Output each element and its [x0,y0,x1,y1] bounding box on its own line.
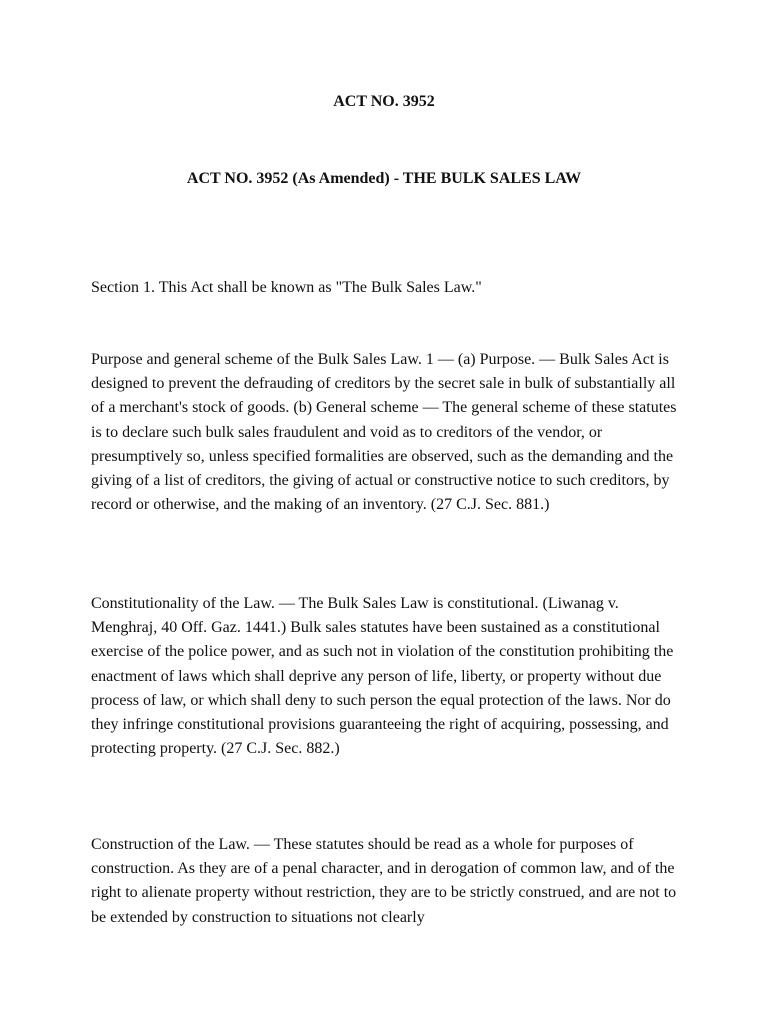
document-subtitle: ACT NO. 3952 (As Amended) - THE BULK SALES LAW [186,170,582,187]
paragraph-purpose: Purpose and general scheme of the Bulk Sales Law. 1 — (a) Purpose. — Bulk Sales Act is designed to prevent the defrauding of creditors by the secret sale in bulk of substantially all of a merchant's stock of goods. (b) General scheme — The general scheme of these statutes is to declare such bulk sales fraudulent and void as to creditors of the vendor, or presumptively so, unless specified formalities are observed, such as the demanding and the giving of a list of creditors, the giving of actual or constructive notice to such creditors, by record or otherwise, and the making of an inventory. (27 C.J. Sec. 881.) [91,351,677,514]
paragraph-construction: Construction of the Law. — These statutes should be read as a whole for purposes of construction. As they are of a penal character, and in derogation of common law, and of the right to alienate property without restriction, they are to be strictly construed, and are not to be extended by construction to situations not clearly [91,836,677,926]
paragraph-section-1: Section 1. This Act shall be known as "The Bulk Sales Law." [91,279,482,296]
paragraph-constitutionality: Constitutionality of the Law. — The Bulk Sales Law is constitutional. (Liwanag v. Menghraj, 40 Off. Gaz. 1441.) Bulk sales statutes have been sustained as a constitutional exercise of the police power, and as such not in violation of the constitution prohibiting the enactment of laws which shall deprive any person of life, liberty, or property without due process of law, or which shall deny to such person the equal protection of the laws. Nor do they infringe constitutional provisions guaranteeing the right of acquiring, possessing, and protecting property. (27 C.J. Sec. 882.) [91,595,674,758]
document-title: ACT NO. 3952 [333,93,435,110]
